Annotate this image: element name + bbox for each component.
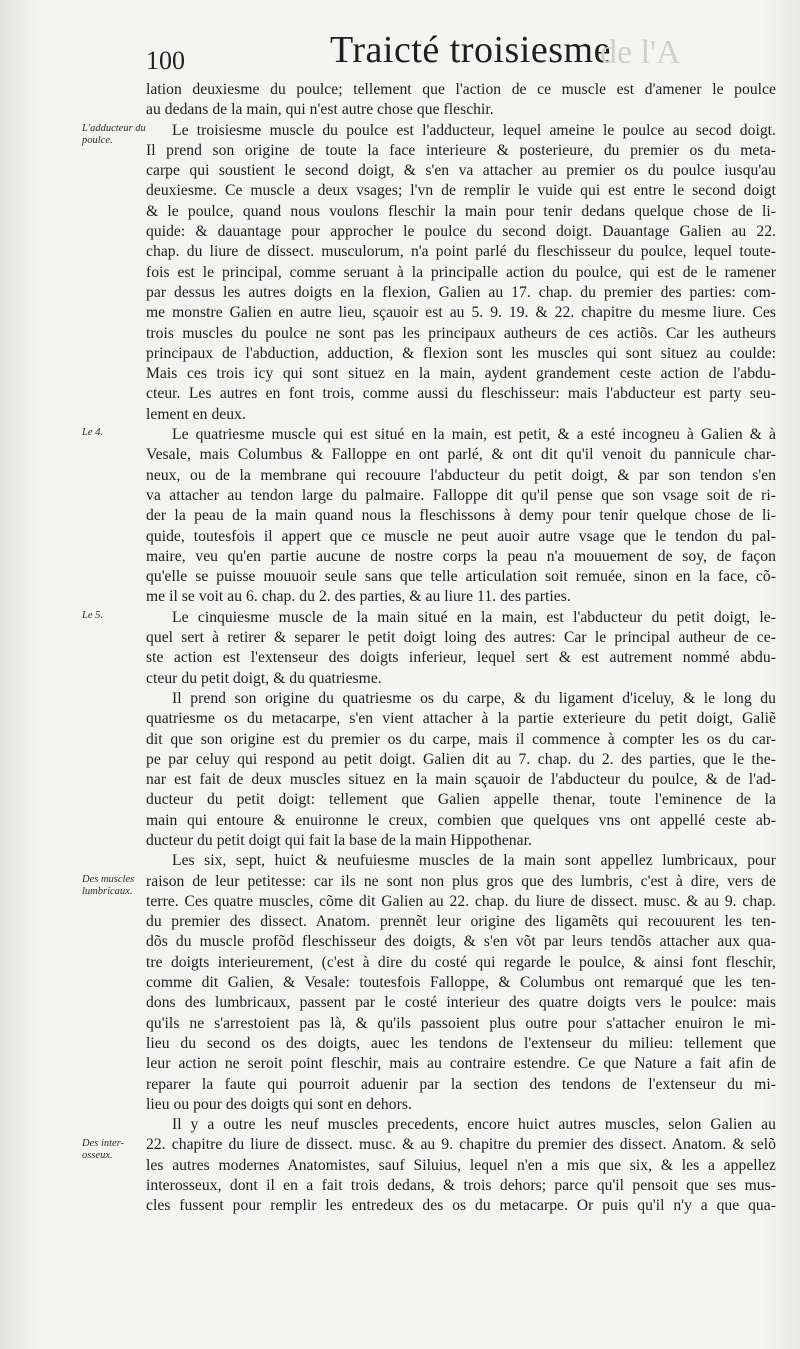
text-line: & le poulce, quand nous voulons fleschir la main pour tenir dedans quelque chose de li-	[146, 202, 776, 220]
text-line: ducteur du petit doigt qui fait la base de la main Hippothenar.	[146, 831, 532, 849]
text-line: Il y a outre les neuf muscles precedents, encore huict autres muscles, selon Galien au	[172, 1116, 776, 1134]
text-line: les autres modernes Anatomistes, sauf Siluius, lequel n'en a mis que six, & les a appellez	[146, 1156, 776, 1174]
text-line: Mais ces trois icy qui sont situez en la main, aydent grandement ceste action de l'abdu-	[146, 365, 776, 383]
text-line: reparer la faute qui pourroit aduenir par la section des tendons de l'extenseur du mi-	[146, 1075, 776, 1093]
page-header	[0, 28, 800, 74]
text-line: terre. Ces quatre muscles, cõme dit Galien au 22. chap. du liure de dissect. musc. & au 9. chap.	[146, 892, 776, 910]
text-line: quatriesme os du metacarpe, s'en vient attacher à la partie exterieure du petit doigt, Galiẽ	[146, 710, 776, 728]
text-line: quel sert à retirer & separer le petit doigt loing des autres: Car le principal autheur de ce-	[146, 629, 776, 647]
text-line: Vesale, mais Columbus & Falloppe en ont parlé, & ont dit qu'il venoit du pannicule char-	[146, 446, 776, 464]
margin-note-le-5: Le 5.	[82, 609, 103, 621]
text-line: neux, ou de la membrane qui recouure l'abducteur du petit doigt, & par son tendon s'en	[146, 466, 776, 484]
text-line: lieu ou pour des doigts qui sont en dehors.	[146, 1095, 412, 1113]
text-line: lation deuxiesme du poulce; tellement que l'action de ce muscle est d'amener le poulce	[146, 81, 776, 98]
text-line: interosseux, dont il en a fait trois dedans, & trois dehors; parce qu'il pensoit que ses mus-	[146, 1177, 776, 1195]
text-line: 22. chapitre du liure de dissect. musc. & au 9. chapitre du premier des dissect. Anatom. & selõ	[146, 1136, 776, 1154]
text-line: principaux de l'abduction, adduction, & flexion sont les muscles qui sont situez au coulde:	[146, 344, 776, 362]
text-line: au dedans de la main, qui n'est autre chose que fleschir.	[146, 101, 494, 119]
text-line: deuxiesme. Ce muscle a deux vsages; l'vn de remplir le vuide qui est entre le second doigt	[146, 182, 776, 200]
text-line: cteur du petit doigt, & du quatriesme.	[146, 669, 382, 687]
text-line: nar est fait de deux muscles situez en la main sçauoir de l'abducteur du poulce, & de l'ad-	[146, 771, 776, 789]
body-text	[146, 80, 776, 1217]
text-line: fois est le principal, comme seruant à la principalle action du poulce, qui est de le ramener	[146, 263, 776, 281]
text-line: main qui entoure & enuironne le creux, combien que quelques vns ont appellé ceste ab-	[146, 811, 776, 829]
text-line: pe par celuy qui respond au petit doigt. Galien dit au 7. chap. du 2. des parties, que le the-	[146, 750, 776, 768]
text-line: dõs du muscle profõd fleschisseur des doigts, & s'en võt par leurs tendõs attacher aux qua-	[146, 933, 776, 951]
text-line: dons des lumbricaux, passent par le costé interieur des quatre doigts vers le poulce: mais	[146, 994, 776, 1012]
text-line: tre doigts interieurement, (c'est à dire du costé qui regarde le poulce, & ainsi font fleschir,	[146, 953, 776, 971]
text-line: der la peau de la main quand nous la fleschissons à demy pour tenir quelque chose de li-	[146, 507, 776, 525]
text-line: lement en deux.	[146, 405, 246, 423]
running-title: Traicté troisiesme	[330, 29, 611, 71]
text-line: quide, toutesfois il appert que ce muscle ne peut auoir autre vsage que le tendon du pal-	[146, 527, 776, 545]
margin-note-des-muscles-lumbricaux: Des muscles lumbricaux.	[82, 873, 135, 897]
text-line: trois muscles du poulce ne sont pas les principaux autheurs de ces actiõs. Car les autheurs	[146, 324, 776, 342]
text-line: leur action ne seroit point fleschir, mais au contraire estendre. Ce que Nature a fait afin de	[146, 1055, 776, 1073]
text-line: dit que son origine est du premier os du carpe, mais il commence à compter les os du car-	[146, 730, 776, 748]
text-line: quide: & dauantage pour approcher le poulce du second doigt. Dauantage Galien au 22.	[146, 223, 776, 241]
text-line: qu'elle se puisse mouuoir seule sans que telle articulation soit remuée, sinon en la face, cõ-	[146, 568, 776, 586]
text-line: Il prend son origine du quatriesme os du carpe, & du ligament d'iceluy, & le long du	[172, 689, 776, 707]
page-number: 100	[146, 46, 185, 75]
text-line: du premier des dissect. Anatom. prennẽt leur origine des ligamẽts qui recouurent les ten-	[146, 913, 776, 931]
text-line: Le troisiesme muscle du poulce est l'adducteur, lequel ameine le poulce au secod doigt.	[172, 121, 776, 139]
text-line: par dessus les autres doigts en la flexion, Galien au 17. chap. du premier des parties: com-	[146, 283, 776, 301]
text-line: Il prend son origine de toute la face interieure & posterieure, du premier os du meta-	[146, 141, 776, 159]
text-line: cles fussent pour remplir les entredeux des os du metacarpe. Or puis qu'il n'y a que qua-	[146, 1197, 776, 1215]
text-line: cteur. Les autres en font trois, comme aussi du fleschisseur: mais l'abducteur est party seu-	[146, 385, 776, 403]
text-line: va attacher au tendon large du palmaire. Falloppe dit qu'il pense que son vsage soit de ri-	[146, 486, 776, 504]
margin-note-abducteur-du-pouce: L'adducteur du poulce.	[82, 122, 146, 146]
text-line: ducteur du petit doigt: tellement que Galien appelle thenar, toute l'eminence de la	[146, 791, 776, 809]
text-line: comme dit Galien, & Vesale: toutesfois Falloppe, & Columbus ont remarqué que les ten-	[146, 974, 776, 992]
text-line: Le quatriesme muscle qui est situé en la main, est petit, & a esté incogneu à Galien & à	[172, 426, 776, 444]
text-line: me il se voit au 6. chap. du 2. des parties, & au liure 11. des parties.	[146, 588, 571, 606]
text-line: carpe qui soustient le second doigt, & s'en va attacher au premier os du poulce iusqu'au	[146, 162, 776, 180]
margin-note-des-interosseux: Des inter-osseux.	[82, 1137, 125, 1161]
text-line: qu'ils ne s'arrestoient pas là, & qu'ils passoient plus outre pour s'attacher enuiron le mi-	[146, 1014, 776, 1032]
text-line: me monstre Galien en autre lieu, sçauoir est au 5. 9. 19. & 22. chapitre du mesme liure. Ces	[146, 304, 776, 322]
text-line: Le cinquiesme muscle de la main situé en la main, est l'abducteur du petit doigt, le-	[172, 608, 776, 626]
margin-note-le-4: Le 4.	[82, 427, 103, 439]
text-line: lieu du second os des doigts, auec les tendons de l'extenseur du milieu: tellement que	[146, 1034, 776, 1052]
text-line: chap. du liure de dissect. musculorum, n'a point parlé du fleschisseur du poulce, lequel toute-	[146, 243, 776, 261]
text-line: maire, veu qu'en partie aucune de nostre corps la peau n'a mouuement de soy, de façon	[146, 547, 776, 565]
text-line: raison de leur petitesse: car ils ne sont non plus gros que des lumbris, c'est à dire, vers de	[146, 872, 776, 890]
text-line: Les six, sept, huict & neufuiesme muscles de la main sont appellez lumbricaux, pour	[172, 852, 776, 870]
text-line: ste action est l'extenseur des doigts inferieur, lequel sert & est autrement nommé abdu-	[146, 649, 776, 667]
bleed-through-text: de l'A	[600, 34, 681, 71]
